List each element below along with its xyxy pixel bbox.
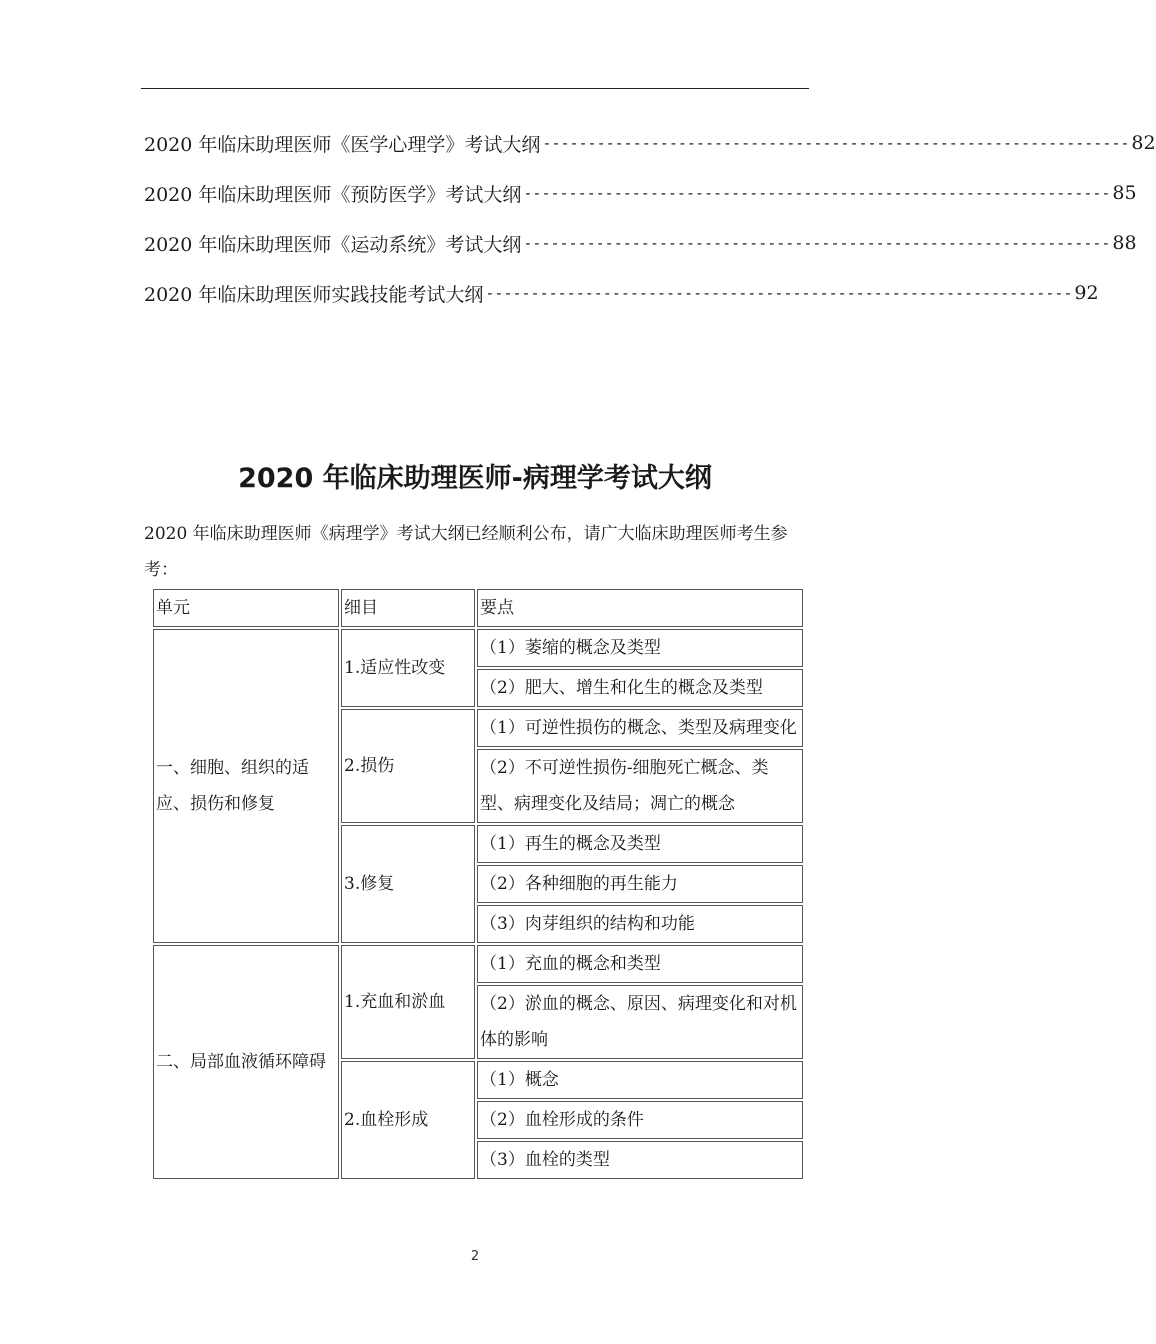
point-cell: （1）可逆性损伤的概念、类型及病理变化 <box>477 709 803 747</box>
toc-entry-title: 2020 年临床助理医师《预防医学》考试大纲 <box>144 183 522 206</box>
intro-paragraph: 2020 年临床助理医师《病理学》考试大纲已经顺利公布，请广大临床助理医师考生参考： <box>144 524 788 580</box>
toc-leader: ----------------------------------------------------------------- <box>485 284 1073 302</box>
toc-entry-page: 92 <box>1074 282 1099 304</box>
toc-leader: ----------------------------------------------------------------- <box>523 234 1111 252</box>
toc-entry[interactable] <box>144 168 1137 218</box>
point-cell: （2）各种细胞的再生能力 <box>477 865 803 903</box>
header-unit: 单元 <box>153 589 339 627</box>
header-rule <box>141 88 809 89</box>
point-cell: （2）血栓形成的条件 <box>477 1101 803 1139</box>
table-header-row <box>153 589 803 627</box>
point-cell: （1）充血的概念和类型 <box>477 945 803 983</box>
point-cell: （1）概念 <box>477 1061 803 1099</box>
syllabus-table <box>151 587 805 1181</box>
toc-entry-title: 2020 年临床助理医师《医学心理学》考试大纲 <box>144 133 541 156</box>
toc-entry-title: 2020 年临床助理医师实践技能考试大纲 <box>144 283 484 306</box>
point-cell: （2）肥大、增生和化生的概念及类型 <box>477 669 803 707</box>
header-points: 要点 <box>477 589 803 627</box>
item-cell: 2.血栓形成 <box>341 1061 475 1179</box>
toc-entry-page: 82 <box>1131 132 1156 154</box>
point-cell: （1）再生的概念及类型 <box>477 825 803 863</box>
toc-entry-title: 2020 年临床助理医师《运动系统》考试大纲 <box>144 233 522 256</box>
toc-entry[interactable] <box>144 218 1137 268</box>
table-of-contents <box>144 118 1156 318</box>
point-cell: （2）淤血的概念、原因、病理变化和对机体的影响 <box>477 985 803 1059</box>
table-row <box>153 629 803 667</box>
header-item: 细目 <box>341 589 475 627</box>
unit-cell: 一、细胞、组织的适应、损伤和修复 <box>153 629 339 943</box>
point-cell: （1）萎缩的概念及类型 <box>477 629 803 667</box>
toc-entry[interactable] <box>144 118 1156 168</box>
item-cell: 2.损伤 <box>341 709 475 823</box>
toc-entry[interactable] <box>144 268 1099 318</box>
point-cell: （3）肉芽组织的结构和功能 <box>477 905 803 943</box>
unit-cell: 二、局部血液循环障碍 <box>153 945 339 1179</box>
page-number: 2 <box>470 1249 480 1264</box>
toc-leader: ----------------------------------------------------------------- <box>523 184 1111 202</box>
item-cell: 3.修复 <box>341 825 475 943</box>
point-cell: （2）不可逆性损伤-细胞死亡概念、类型、病理变化及结局；凋亡的概念 <box>477 749 803 823</box>
section-title: 2020 年临床助理医师-病理学考试大纲 <box>238 463 712 494</box>
table-row <box>153 945 803 983</box>
point-cell: （3）血栓的类型 <box>477 1141 803 1179</box>
toc-leader: ----------------------------------------------------------------- <box>542 134 1130 152</box>
toc-entry-page: 85 <box>1112 182 1137 204</box>
item-cell: 1.适应性改变 <box>341 629 475 707</box>
toc-entry-page: 88 <box>1112 232 1137 254</box>
item-cell: 1.充血和淤血 <box>341 945 475 1059</box>
